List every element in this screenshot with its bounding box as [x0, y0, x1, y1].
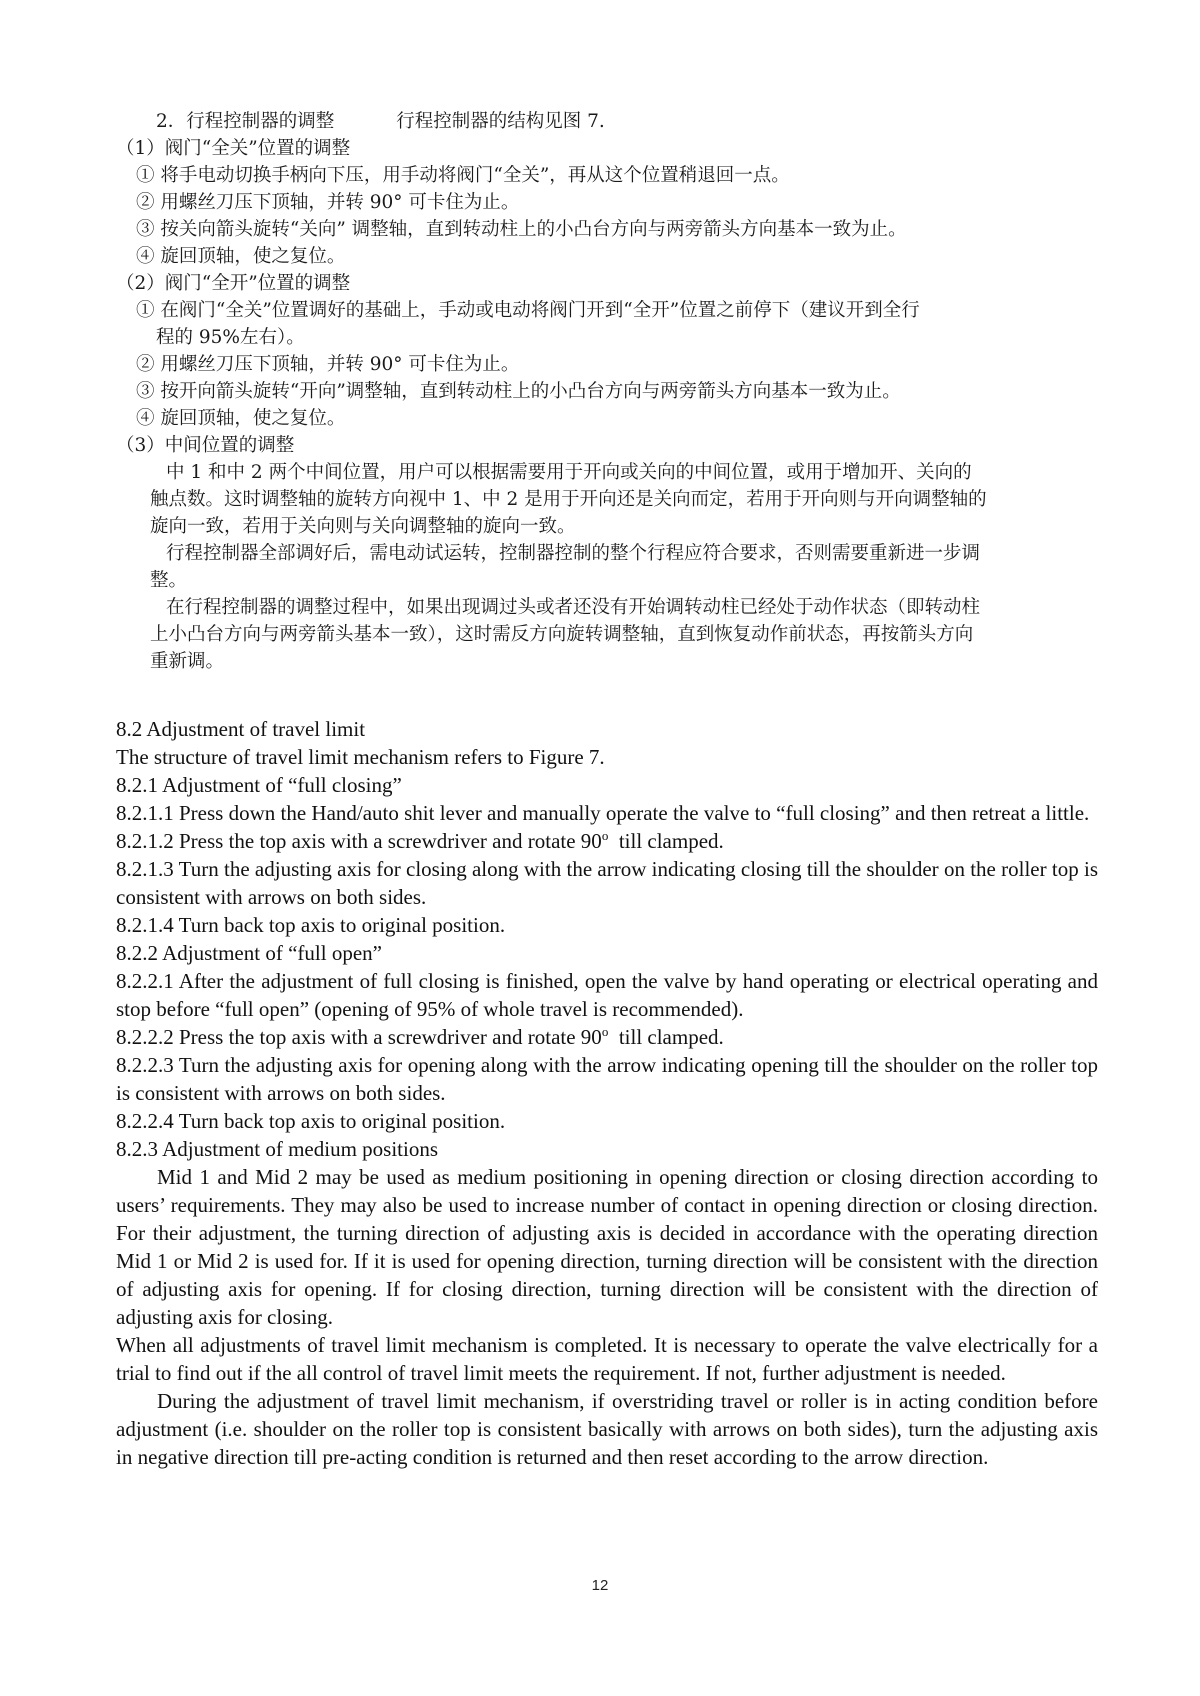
en-heading-8-2-3: 8.2.3 Adjustment of medium positions: [116, 1137, 439, 1161]
cn-list-item: ① 将手电动切换手柄向下压，用手动将阀门“全关”，再从这个位置稍退回一点。: [136, 165, 790, 186]
cn-paragraph-line: 旋向一致，若用于关向则与关向调整轴的旋向一致。: [150, 516, 576, 537]
en-paragraph-mid: Mid 1 and Mid 2 may be used as medium positioning in opening direction or closing direction according to users’ requirements. They may also be used to increase number of contact in opening direction or closing direction. For their adjustment, the turning direction of adjusting axis is decided in accordance with the operating direction Mid 1 or Mid 2 is used for. If it is used for opening direction, turning direction will be consistent with the direction of adjusting axis for opening. If for closing direction, turning direction will be consistent with the direction of adjusting axis for closing.: [116, 1165, 1098, 1329]
page-number: 12: [591, 1577, 609, 1594]
english-section: [116, 715, 1098, 1471]
en-step-8-2-1-4: 8.2.1.4 Turn back top axis to original position.: [116, 913, 506, 937]
chinese-section: [116, 108, 1096, 675]
en-step-8-2-2-1: 8.2.2.1 After the adjustment of full closing is finished, open the valve by hand operating or electrical operating and stop before “full open” (opening of 95% of whole travel is recommended).: [116, 969, 1098, 1021]
cn-paragraph-line: 上小凸台方向与两旁箭头基本一致），这时需反方向旋转调整轴，直到恢复动作前状态，再按箭头方向: [150, 624, 974, 645]
en-step-8-2-2-4: 8.2.2.4 Turn back top axis to original position.: [116, 1109, 506, 1133]
cn-list-item: ③ 按开向箭头旋转“开向”调整轴，直到转动柱上的小凸台方向与两旁箭头方向基本一致为止。: [136, 381, 901, 402]
cn-heading-text: 2．行程控制器的调整: [156, 111, 335, 132]
cn-paragraph-line: 行程控制器全部调好后，需电动试运转，控制器控制的整个行程应符合要求，否则需要重新进一步调: [166, 543, 981, 564]
cn-list-item-continuation: 程的 95%左右）。: [156, 327, 305, 348]
en-step-8-2-1-1: 8.2.1.1 Press down the Hand/auto shit lever and manually operate the valve to “full closing” and then retreat a little.: [116, 801, 1090, 825]
cn-section-heading: [116, 108, 1096, 135]
en-heading-8-2: 8.2 Adjustment of travel limit: [116, 717, 366, 741]
en-step-text: 8.2.2.2 Press the top axis with a screwdriver and rotate 90: [116, 1025, 602, 1049]
cn-list-item: ② 用螺丝刀压下顶轴，并转 90° 可卡住为止。: [136, 354, 520, 375]
cn-list-item: ① 在阀门“全关”位置调好的基础上，手动或电动将阀门开到“全开”位置之前停下（建议开到全行: [136, 300, 920, 321]
en-step-text: till clamped.: [608, 829, 724, 853]
cn-paragraph-line: 触点数。这时调整轴的旋转方向视中 1、中 2 是用于开向还是关向而定，若用于开向则与开向调整轴的: [150, 489, 987, 510]
en-step-text: till clamped.: [608, 1025, 724, 1049]
cn-subsection-title: （3）中间位置的调整: [116, 435, 295, 456]
en-heading-8-2-2: 8.2.2 Adjustment of “full open”: [116, 941, 382, 965]
en-paragraph-when: When all adjustments of travel limit mechanism is completed. It is necessary to operate the valve electrically for a trial to find out if the all control of travel limit meets the requirement. If not, further adjustment is needed.: [116, 1333, 1098, 1385]
cn-list-item: ④ 旋回顶轴，使之复位。: [136, 246, 346, 267]
degree-superscript: o: [601, 1024, 609, 1039]
cn-list-item: ② 用螺丝刀压下顶轴，并转 90° 可卡住为止。: [136, 192, 520, 213]
degree-superscript: o: [601, 828, 609, 843]
en-step-text: 8.2.1.2 Press the top axis with a screwdriver and rotate 90: [116, 829, 602, 853]
cn-paragraph-line: 在行程控制器的调整过程中，如果出现调过头或者还没有开始调转动柱已经处于动作状态（即转动柱: [166, 597, 981, 618]
cn-paragraph-line: 整。: [150, 570, 188, 591]
en-heading-8-2-1: 8.2.1 Adjustment of “full closing”: [116, 773, 402, 797]
cn-paragraph-line: 重新调。: [150, 651, 225, 672]
en-intro: The structure of travel limit mechanism refers to Figure 7.: [116, 745, 605, 769]
en-step-8-2-2-2: [116, 1023, 1098, 1051]
cn-list-item: ④ 旋回顶轴，使之复位。: [136, 408, 346, 429]
en-step-8-2-1-3: 8.2.1.3 Turn the adjusting axis for closing along with the arrow indicating closing till the shoulder on the roller top is consistent with arrows on both sides.: [116, 857, 1098, 909]
en-paragraph-during: During the adjustment of travel limit mechanism, if overstriding travel or roller is in acting condition before adjustment (i.e. shoulder on the roller top is consistent basically with arrows on both sides), turn the adjusting axis in negative direction till pre-acting condition is returned and then reset according to the arrow direction.: [116, 1389, 1098, 1469]
cn-paragraph-line: 中 1 和中 2 两个中间位置，用户可以根据需要用于开向或关向的中间位置，或用于增加开、关向的: [166, 462, 972, 483]
cn-list-item: ③ 按关向箭头旋转“关向” 调整轴，直到转动柱上的小凸台方向与两旁箭头方向基本一致为止。: [136, 219, 907, 240]
en-step-8-2-1-2: [116, 827, 1098, 855]
cn-subsection-title: （1）阀门“全关”位置的调整: [116, 138, 351, 159]
en-step-8-2-2-3: 8.2.2.3 Turn the adjusting axis for opening along with the arrow indicating opening till the shoulder on the roller top is consistent with arrows on both sides.: [116, 1053, 1098, 1105]
cn-subsection-title: （2）阀门“全开”位置的调整: [116, 273, 351, 294]
cn-heading-note: 行程控制器的结构见图 7.: [396, 111, 605, 132]
